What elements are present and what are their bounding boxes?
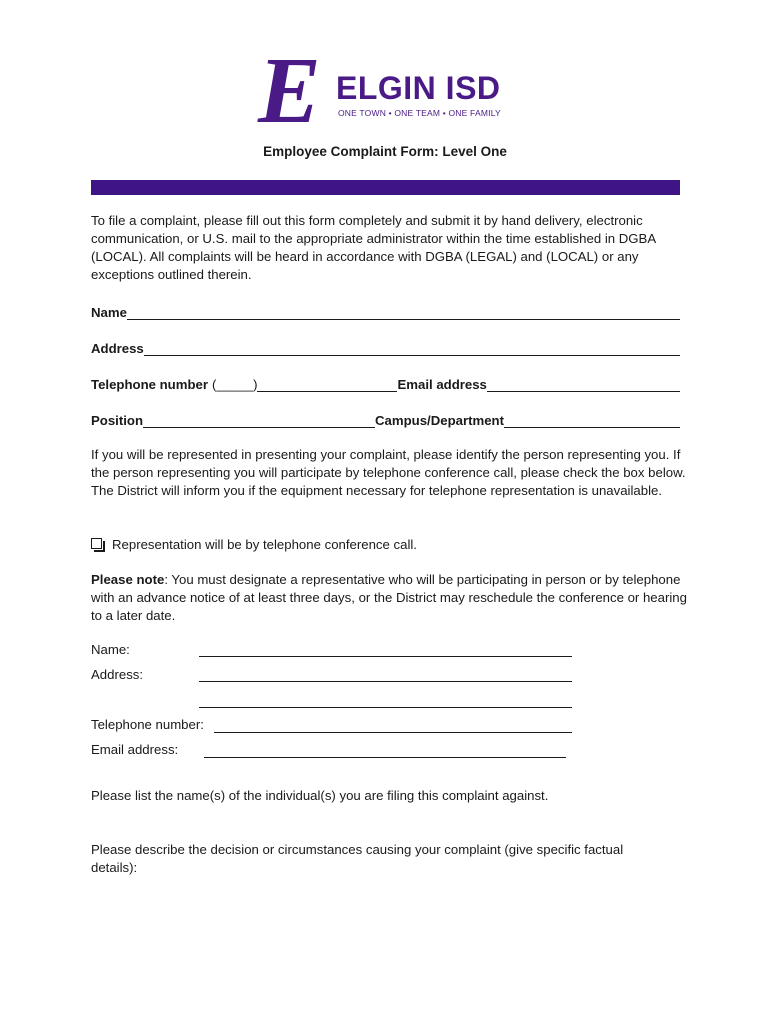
- position-campus-row: [91, 410, 680, 428]
- name-input-line[interactable]: [127, 305, 680, 320]
- position-label: Position: [91, 413, 144, 428]
- please-note-paragraph: [91, 571, 691, 625]
- elgin-isd-logo: [258, 39, 518, 143]
- email-label: Email address: [397, 377, 487, 392]
- rep-telephone-input-line[interactable]: [214, 731, 572, 733]
- address-input-line[interactable]: [144, 341, 680, 356]
- telephone-checkbox-row[interactable]: [91, 536, 691, 554]
- telephone-input-line[interactable]: [257, 377, 397, 392]
- logo-letter: E: [258, 39, 321, 143]
- rep-address-input-line-2[interactable]: [199, 706, 572, 708]
- telephone-area-code[interactable]: (_____): [212, 377, 258, 392]
- rep-telephone-label: Telephone number:: [91, 717, 204, 732]
- telephone-conference-checkbox[interactable]: [91, 538, 102, 549]
- rep-name-input-line[interactable]: [199, 655, 572, 657]
- rep-email-input-line[interactable]: [204, 756, 566, 758]
- telephone-label: Telephone number: [91, 377, 208, 392]
- representation-paragraph: If you will be represented in presenting your complaint, please identify the person representing you. If the person representing you will participate by telephone conference call, please check the box below. The District will inform you if the equipment necessary for telephone representation is unavailable.: [91, 447, 686, 498]
- rep-address-label: Address:: [91, 667, 144, 682]
- campus-input-line[interactable]: [504, 413, 680, 428]
- intro-paragraph: To file a complaint, please fill out this form completely and submit it by hand delivery, electronic communication, or U.S. mail to the appropriate administrator within the time established in DGBA (LOCAL). All complaints will be heard in accordance with DGBA (LEGAL) and (LOCAL) or any exceptions outlined therein.: [91, 213, 656, 282]
- address-label: Address: [91, 341, 144, 356]
- rep-address-input-line-1[interactable]: [199, 680, 572, 682]
- header-divider-bar: [91, 180, 680, 195]
- please-note-text: : You must designate a representative who will be participating in person or by telephone with an advance notice of at least three days, or the District may reschedule the conference or hearing to a later date.: [91, 572, 687, 623]
- form-title: Employee Complaint Form: Level One: [263, 144, 507, 159]
- rep-name-label: Name:: [91, 642, 130, 657]
- logo-name: ELGIN ISD: [336, 70, 501, 106]
- name-field[interactable]: [91, 302, 680, 320]
- logo-tagline: ONE TOWN • ONE TEAM • ONE FAMILY: [338, 108, 501, 118]
- address-field[interactable]: [91, 338, 680, 356]
- email-input-line[interactable]: [487, 377, 680, 392]
- list-individuals-prompt: Please list the name(s) of the individual(s) you are filing this complaint against.: [91, 788, 549, 803]
- describe-circumstances-prompt: Please describe the decision or circumstances causing your complaint (give specific factual details):: [91, 842, 624, 875]
- please-note-label: Please note: [91, 572, 165, 587]
- name-label: Name: [91, 305, 127, 320]
- checkbox-label: Representation will be by telephone conference call.: [112, 537, 417, 552]
- position-input-line[interactable]: [143, 413, 375, 428]
- campus-label: Campus/Department: [375, 413, 505, 428]
- rep-email-label: Email address:: [91, 742, 179, 757]
- telephone-email-row: [91, 374, 680, 392]
